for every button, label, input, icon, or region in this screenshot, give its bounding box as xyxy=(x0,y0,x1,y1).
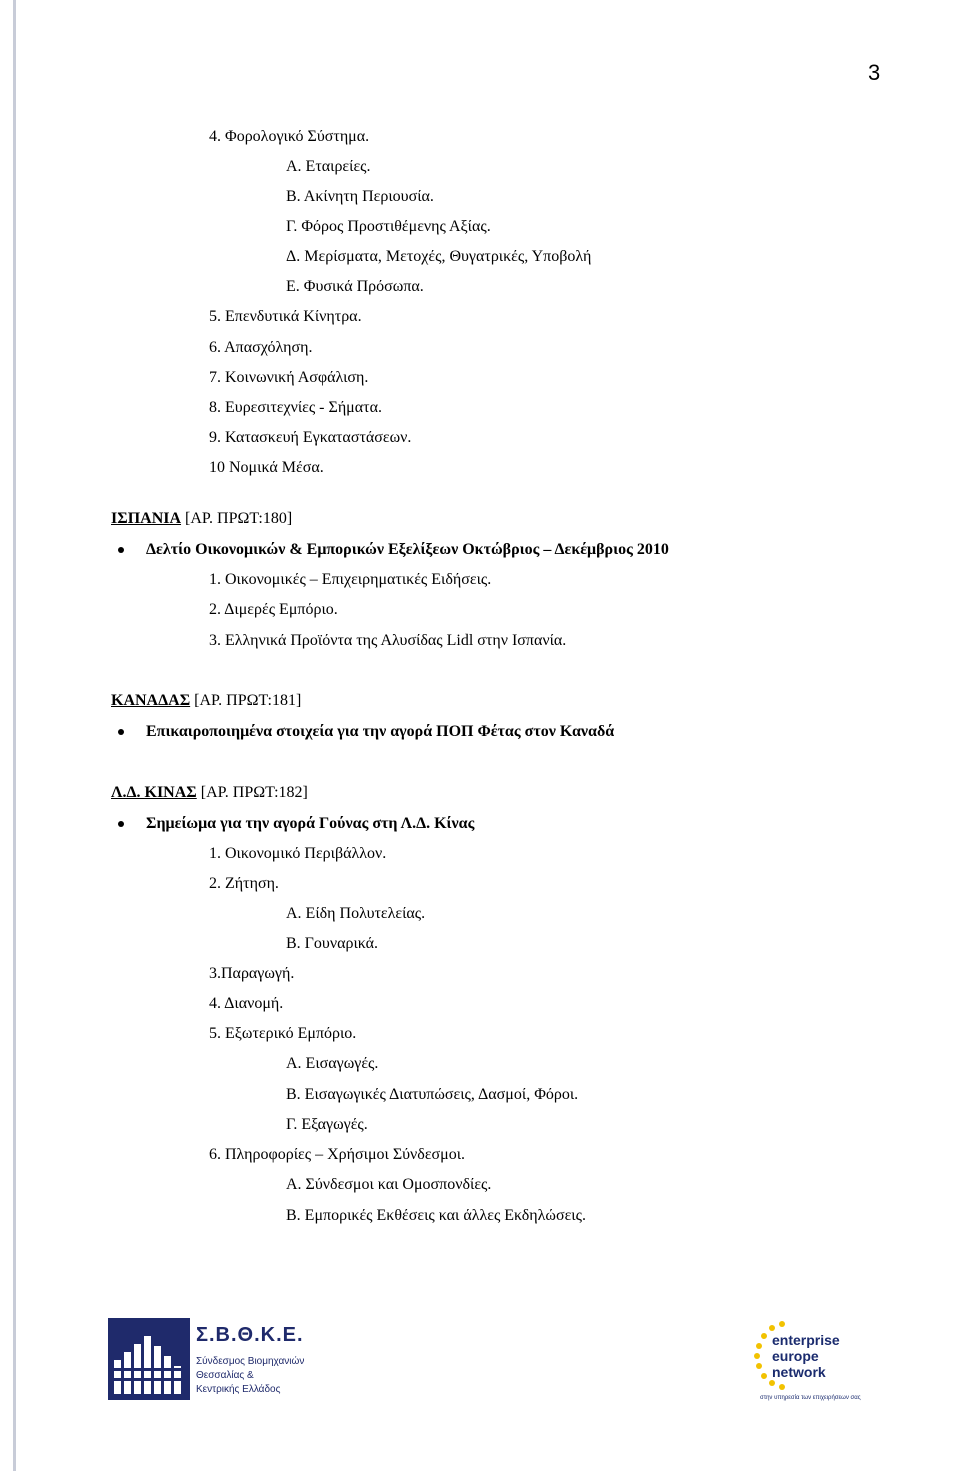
een-line: europe xyxy=(772,1348,819,1364)
een-tagline: στην υπηρεσία των επιχειρήσεων σας xyxy=(760,1395,861,1401)
canada-heading xyxy=(111,691,301,711)
svbke-line: Κεντρικής Ελλάδος xyxy=(196,1384,281,1395)
list-item: Γ. Φόρος Προστιθέμενης Αξίας. xyxy=(286,218,491,235)
list-item: Ε. Φυσικά Πρόσωπα. xyxy=(286,278,424,295)
list-item: 6. Απασχόληση. xyxy=(209,339,313,356)
tax-section-title: 4. Φορολογικό Σύστημα. xyxy=(209,128,370,145)
svbke-acronym: Σ.Β.Θ.Κ.Ε. xyxy=(196,1324,304,1346)
list-item: 5. Εξωτερικό Εμπόριο. xyxy=(209,1025,357,1042)
report-title: Σημείωμα για την αγορά Γούνας στη Λ.Δ. Κίνας xyxy=(146,815,475,832)
list-item: 3. Ελληνικά Προϊόντα της Αλυσίδας Lidl στην Ισπανία. xyxy=(209,632,567,649)
list-item: 3.Παραγωγή. xyxy=(209,965,295,982)
list-item: Δ. Μερίσματα, Μετοχές, Θυγατρικές, Υποβολή xyxy=(286,248,592,265)
list-item: 7. Κοινωνική Ασφάλιση. xyxy=(209,369,369,386)
china-heading xyxy=(111,783,308,803)
report-title: Επικαιροποιημένα στοιχεία για την αγορά ΠΟΠ Φέτας στον Καναδά xyxy=(146,723,615,740)
country-name: ΙΣΠΑΝΙΑ xyxy=(111,510,182,527)
country-name: Λ.Δ. ΚΙΝΑΣ xyxy=(111,784,197,801)
country-name: ΚΑΝΑΔΑΣ xyxy=(111,692,191,709)
list-item: 1. Οικονομικές – Επιχειρηματικές Ειδήσεις. xyxy=(209,571,492,588)
een-line: enterprise xyxy=(772,1332,840,1348)
svbke-logo xyxy=(108,1318,305,1405)
list-item: 9. Κατασκευή Εγκαταστάσεων. xyxy=(209,429,412,446)
list-item: 6. Πληροφορίες – Χρήσιμοι Σύνδεσμοι. xyxy=(209,1146,466,1163)
protocol-ref: [ΑΡ. ΠΡΩΤ:182] xyxy=(196,784,308,801)
list-item: Α. Εταιρείες. xyxy=(286,158,371,175)
een-logo xyxy=(752,1318,861,1401)
list-item: Β. Γουναρικά. xyxy=(286,935,379,952)
list-item: 10 Νομικά Μέσα. xyxy=(209,459,324,476)
list-item: 5. Επενδυτικά Κίνητρα. xyxy=(209,308,362,325)
list-item: Β. Εμπορικές Εκθέσεις και άλλες Εκδηλώσεις. xyxy=(286,1207,586,1224)
list-item: 2. Ζήτηση. xyxy=(209,875,279,892)
bullet-icon xyxy=(118,547,124,553)
list-item: Α. Είδη Πολυτελείας. xyxy=(286,905,426,922)
list-item: Γ. Εξαγωγές. xyxy=(286,1116,368,1133)
svbke-line: Θεσσαλίας & xyxy=(196,1370,254,1381)
spain-heading xyxy=(111,509,292,529)
list-item: 2. Διμερές Εμπόριο. xyxy=(209,601,338,618)
een-line: network xyxy=(772,1364,826,1380)
bullet-icon xyxy=(118,821,124,827)
page-number: 3 xyxy=(868,60,881,85)
list-item: 8. Ευρεσιτεχνίες - Σήματα. xyxy=(209,399,382,416)
page-border xyxy=(13,0,16,1471)
list-item: Α. Σύνδεσμοι και Ομοσπονδίες. xyxy=(286,1176,492,1193)
report-title: Δελτίο Οικονομικών & Εμπορικών Εξελίξεων Οκτώβριος – Δεκέμβριος 2010 xyxy=(146,541,669,558)
svbke-line: Σύνδεσμος Βιομηχανιών xyxy=(196,1356,305,1367)
bullet-icon xyxy=(118,729,124,735)
list-item: Β. Εισαγωγικές Διατυπώσεις, Δασμοί, Φόροι. xyxy=(286,1086,579,1103)
protocol-ref: [ΑΡ. ΠΡΩΤ:180] xyxy=(181,510,293,527)
list-item: 1. Οικονομικό Περιβάλλον. xyxy=(209,845,387,862)
svbke-emblem-icon xyxy=(108,1318,190,1400)
list-item: Α. Εισαγωγές. xyxy=(286,1055,379,1072)
list-item: 4. Διανομή. xyxy=(209,995,284,1012)
list-item: Β. Ακίνητη Περιουσία. xyxy=(286,188,434,205)
protocol-ref: [ΑΡ. ΠΡΩΤ:181] xyxy=(190,692,302,709)
